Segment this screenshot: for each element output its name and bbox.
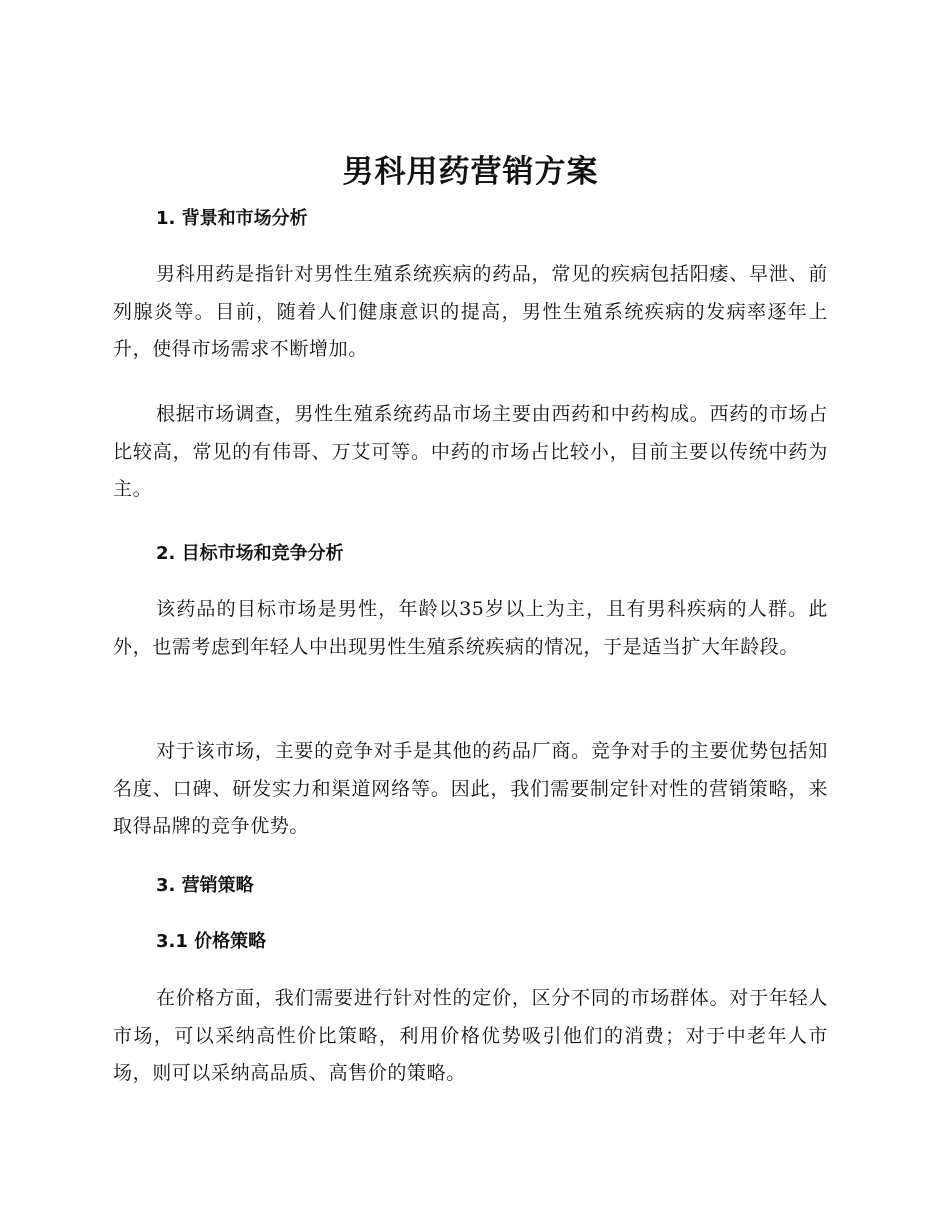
section-heading-price-strategy: 3.1 价格策略 [156,931,267,952]
section-heading-background: 1. 背景和市场分析 [156,208,308,229]
paragraph-background-1: 男科用药是指针对男性生殖系统疾病的药品，常见的疾病包括阳痿、早泄、前列腺炎等。目前，随着人们健康意识的提高，男性生殖系统疾病的发病率逐年上升，使得市场需求不断增加。 [113,263,828,360]
paragraph-target-market-2: 对于该市场，主要的竞争对手是其他的药品厂商。竞争对手的主要优势包括知名度、口碑、研发实力和渠道网络等。因此，我们需要制定针对性的营销策略，来取得品牌的竞争优势。 [113,740,828,837]
paragraph-target-market-1: 该药品的目标市场是男性，年龄以35岁以上为主，且有男科疾病的人群。此外，也需考虑到年轻人中出现男性生殖系统疾病的情况，于是适当扩大年龄段。 [113,598,828,658]
section-heading-target-market: 2. 目标市场和竞争分析 [156,543,344,564]
section-heading-marketing-strategy: 3. 营销策略 [156,875,254,896]
document-title: 男科用药营销方案 [342,154,599,190]
paragraph-price-strategy-1: 在价格方面，我们需要进行针对性的定价，区分不同的市场群体。对于年轻人市场，可以采纳高性价比策略，利用价格优势吸引他们的消费；对于中老年人市场，则可以采纳高品质、高售价的策略。 [113,987,828,1084]
paragraph-background-2: 根据市场调查，男性生殖系统药品市场主要由西药和中药构成。西药的市场占比较高，常见的有伟哥、万艾可等。中药的市场占比较小，目前主要以传统中药为主。 [113,403,828,500]
